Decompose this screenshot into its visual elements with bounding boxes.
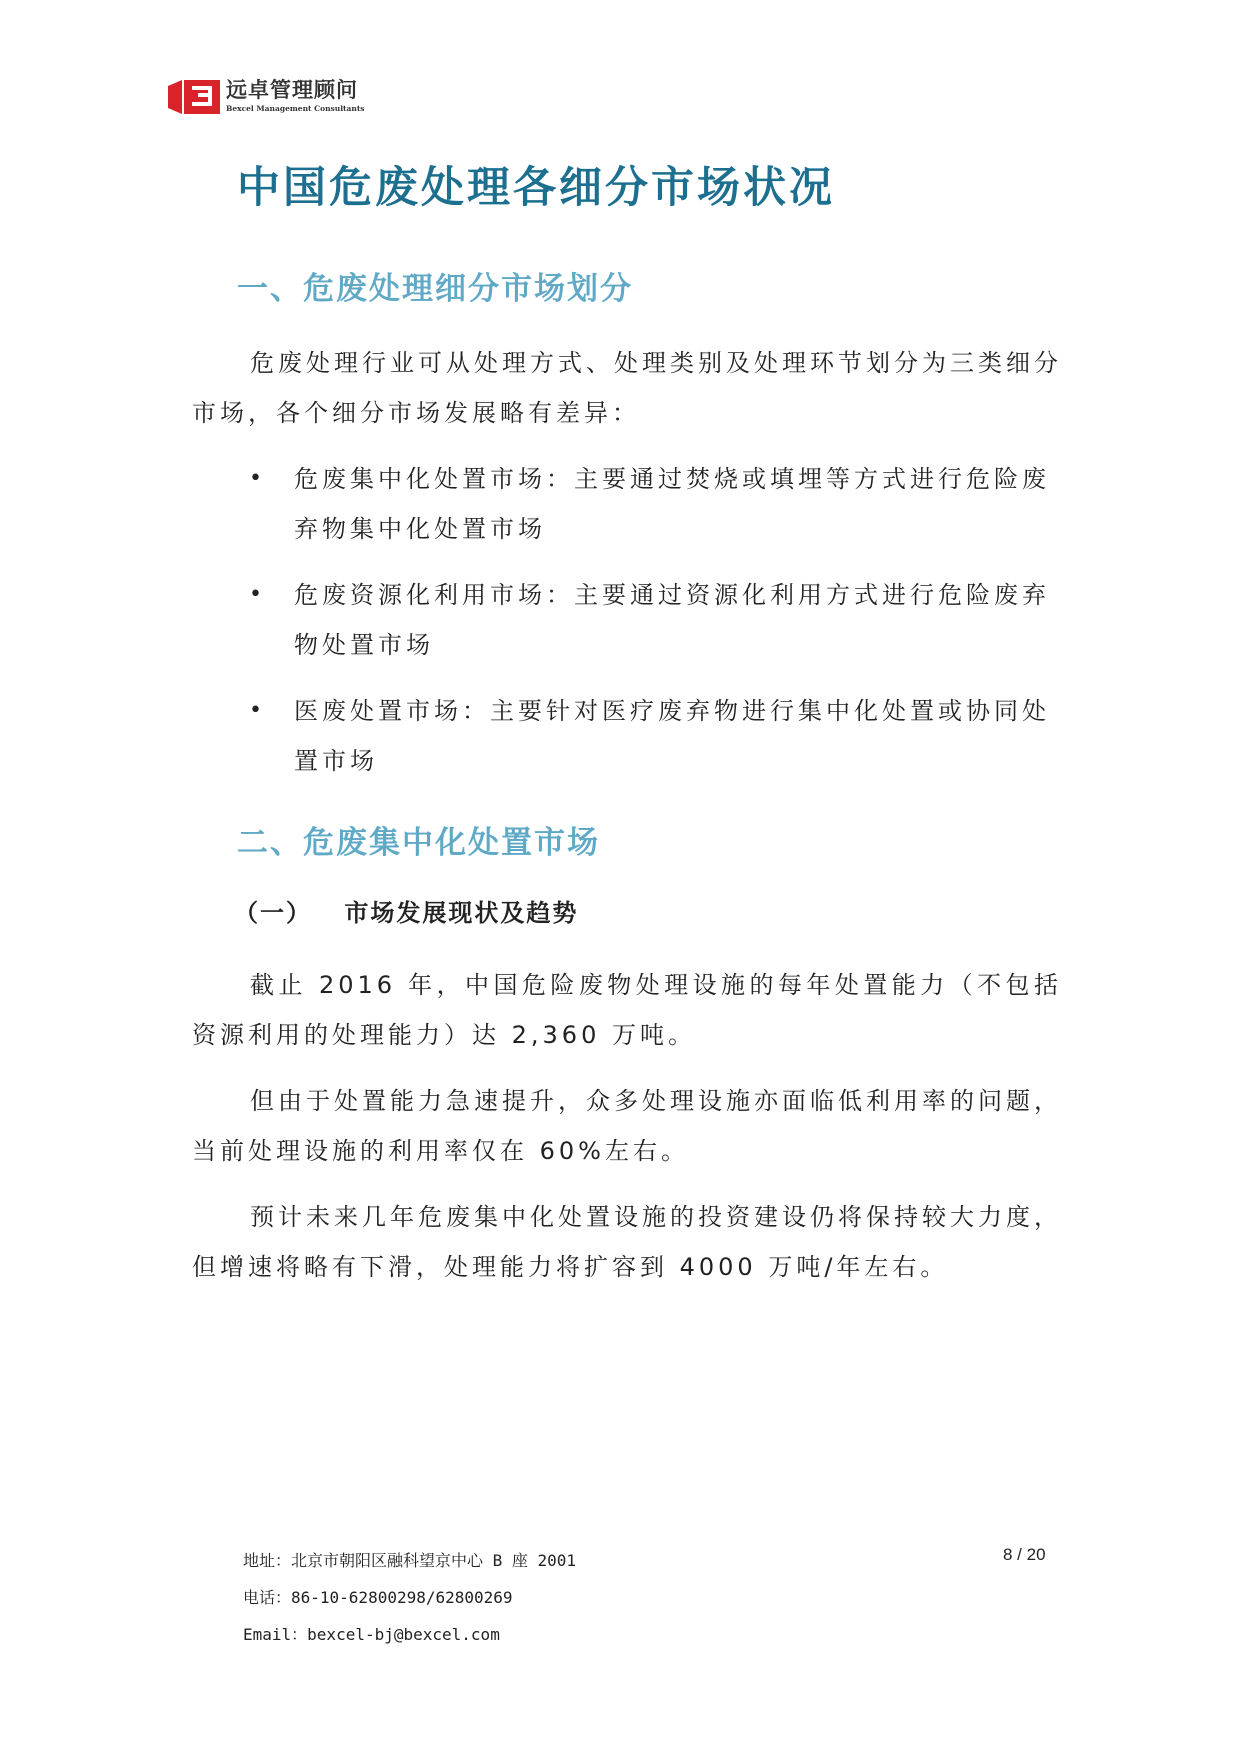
- bullet-list: [192, 454, 1062, 786]
- bullet-text: 危废资源化利用市场：主要通过资源化利用方式进行危险废弃物处置市场: [294, 581, 1050, 659]
- company-logo: [168, 78, 365, 116]
- company-name-cn: 远卓管理顾问: [226, 77, 358, 102]
- section-1-intro: 危废处理行业可从处理方式、处理类别及处理环节划分为三类细分市场，各个细分市场发展略有差异：: [192, 349, 1062, 427]
- bullet-text: 医废处置市场：主要针对医疗废弃物进行集中化处置或协同处置市场: [294, 697, 1050, 775]
- subsection-title: 市场发展现状及趋势: [344, 899, 579, 927]
- bullet-icon: •: [249, 582, 262, 607]
- paragraph: 预计未来几年危废集中化处置设施的投资建设仍将保持较大力度，但增速将略有下滑，处理能力将扩容到 4000 万吨/年左右。: [192, 1203, 1062, 1281]
- list-item: [192, 454, 1062, 554]
- list-item: [192, 686, 1062, 786]
- subsection-heading: [234, 892, 1062, 934]
- footer-email: Email：bexcel-bj@bexcel.com: [243, 1625, 500, 1644]
- footer-phone: 电话：86-10-62800298/62800269: [243, 1588, 513, 1607]
- document-body: [192, 158, 1062, 1308]
- paragraph: 截止 2016 年，中国危险废物处理设施的每年处置能力（不包括资源利用的处理能力）达 2,360 万吨。: [192, 971, 1062, 1049]
- section-2-heading: 二、危废集中化处置市场: [237, 825, 600, 861]
- logo-text: [226, 78, 365, 113]
- bullet-text: 危废集中化处置市场：主要通过焚烧或填埋等方式进行危险废弃物集中化处置市场: [294, 465, 1050, 543]
- page-footer: [243, 1542, 576, 1653]
- subsection-number: （一）: [234, 899, 312, 927]
- section-1-heading: 一、危废处理细分市场划分: [237, 271, 633, 307]
- list-item: [192, 570, 1062, 670]
- bullet-icon: •: [249, 698, 262, 723]
- footer-address: 地址：北京市朝阳区融科望京中心 B 座 2001: [243, 1551, 577, 1570]
- page-number: 8 / 20: [1003, 1545, 1046, 1564]
- bullet-icon: •: [249, 466, 262, 491]
- page-title: 中国危废处理各细分市场状况: [237, 163, 835, 213]
- bexcel-logo-icon: [168, 78, 220, 116]
- company-name-en: Bexcel Management Consultants: [226, 104, 365, 113]
- paragraph: 但由于处置能力急速提升，众多处理设施亦面临低利用率的问题，当前处理设施的利用率仅在 60%左右。: [192, 1087, 1062, 1165]
